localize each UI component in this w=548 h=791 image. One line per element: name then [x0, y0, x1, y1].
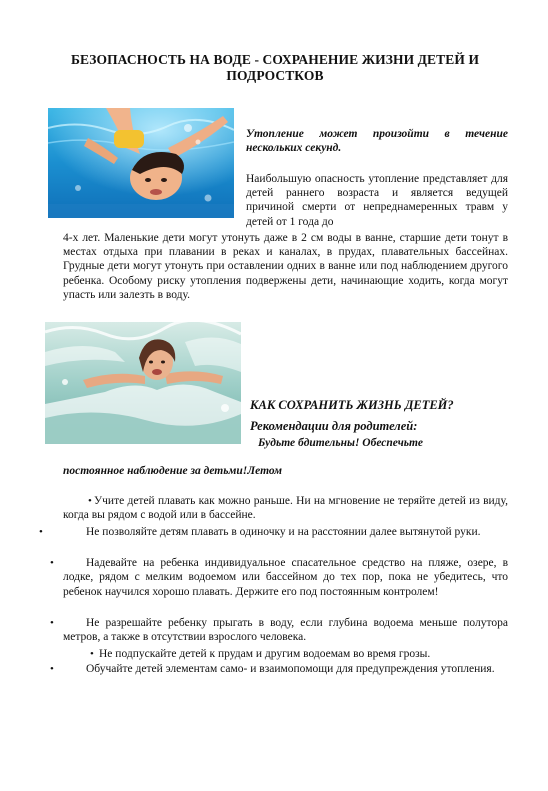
- underwater-child-photo: [48, 108, 234, 218]
- bullet-marker: •: [90, 648, 94, 660]
- section-heading-save: КАК СОХРАНИТЬ ЖИЗНЬ ДЕТЕЙ?: [250, 398, 454, 412]
- intro-paragraph-continued: 4-х лет. Маленькие дети могут утонуть даже в 2 см воды в ванне, старшие дети тонут в местах отдыха при плавании в реках и каналах, в прудах, плавательных бассейнах. Грудные дети могут утонуть при оставлении одних в ванне или под наблюдением другого ребенка. Особому риску утопления подвержены дети, начинающие ходить, когда могут упасть или залезть в воду.: [63, 232, 508, 301]
- recommendation-item: Не позволяйте детям плавать в одиночку и на расстоянии далее вытянутой руки.: [86, 526, 481, 538]
- recommendation-item: Надевайте на ребенка индивидуальное спасательное средство на пляже, озере, в лодке, рядом с мелким водоемом или бассейном до тех пор, пока не убедитесь, что ребенок научился хорошо плавать. Держите его под постоянным контролем!: [63, 557, 508, 598]
- bullet-marker: •: [50, 617, 54, 629]
- section-heading-vigilant: Будьте бдительны! Обеспечьте: [258, 437, 423, 449]
- recommendation-item: Не подпускайте детей к прудам и другим водоемам во время грозы.: [99, 648, 431, 660]
- bullet-marker: •: [50, 663, 54, 675]
- intro-paragraph: Наибольшую опасность утопление представляет для детей раннего возраста и является ведущей причиной смерти от непреднамеренных травм у детей от 1 года до: [246, 173, 508, 228]
- girl-in-water-photo: [45, 322, 241, 444]
- bullet-marker: •: [50, 557, 54, 569]
- lead-statement: Утопление может произойти в течение нескольких секунд.: [246, 128, 508, 154]
- section-heading-recommendations: Рекомендации для родителей:: [250, 419, 418, 433]
- recommendation-item: Не разрешайте ребенку прыгать в воду, если глубина водоема меньше полутора метров, а также в отсутствии взрослого человека.: [63, 617, 508, 644]
- bullet-marker: •: [88, 495, 92, 507]
- recommendation-item: Обучайте детей элементам само- и взаимопомощи для предупреждения утопления.: [86, 663, 495, 675]
- section-heading-vigilant-continued: постоянное наблюдение за детьми!Летом: [63, 465, 283, 477]
- bullet-marker: •: [39, 526, 43, 538]
- recommendation-item: Учите детей плавать как можно раньше. Ни на мгновение не теряйте детей из виду, когда вы рядом с водой или в бассейне.: [63, 495, 508, 522]
- document-title: БЕЗОПАСНОСТЬ НА ВОДЕ - СОХРАНЕНИЕ ЖИЗНИ ДЕТЕЙ И ПОДРОСТКОВ: [70, 52, 480, 83]
